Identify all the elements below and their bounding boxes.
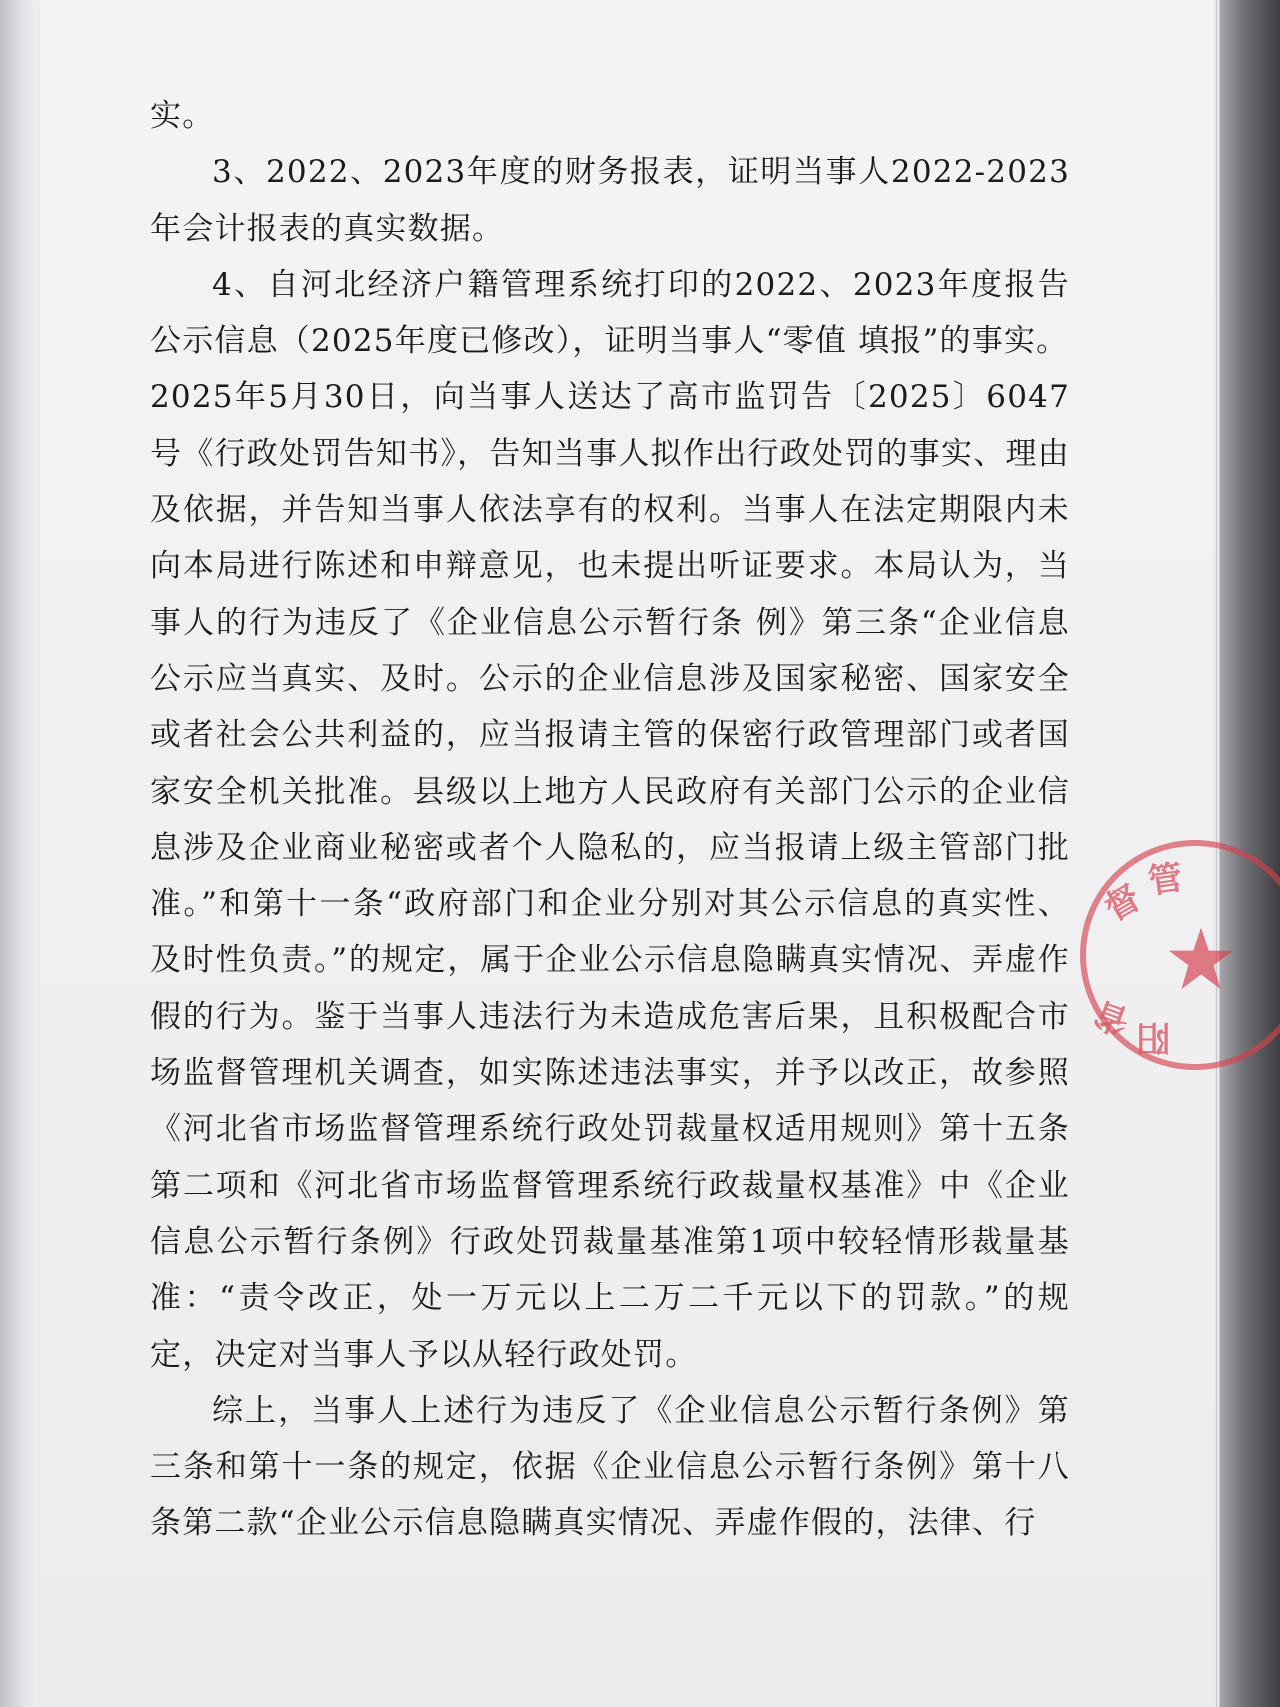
stamp-char: 阳 [1136,1017,1170,1057]
paragraph-conclusion: 综上，当事人上述行为违反了《企业信息公示暂行条例》第三条和第十一条的规定，依据《企业信息公示暂行条例》第十八条第二款“企业公示信息隐瞒真实情况、弄虚作假的，法律、行 [150,1392,1070,1542]
paragraph-notice-and-finding: 2025年5月30日，向当事人送达了高市监罚告〔2025〕6047号《行政处罚告知书》，告知当事人拟作出行政处罚的事实、理由及依据，并告知当事人依法享有的权利。当事人在法定期限内未向本局进行陈述和申辩意见，也未提出听证要求。本局认为，当事人的行为违反了《企业信息公示暂行条 例》第三条“企业信息公示应当真实、及时。公示的企业信息涉及国家秘密、国家安全或者社会公共利益的，应当报请主管的保密行政管理部门或者国家安全机关批准。县级以上地方人民政府有关部门公示的企业信息涉及企业商业秘密或者个人隐私的，应当报请上级主管部门批准。”和第十一条“政府部门和企业分别对其公示信息的真实性、及时性负责。”的规定，属于企业公示信息隐瞒真实情况、弄虚作假的行为。鉴于当事人违法行为未造成危害后果，且积极配合市场监督管理机关调查，如实陈述违法事实，并予以改正，故参照《河北省市场监督管理系统行政处罚裁量权适用规则》第十五条第二项和《河北省市场监督管理系统行政裁量权基准》中《企业信息公示暂行条例》行政处罚裁量基准第1项中较轻情形裁量基准：“责令改正，处一万元以上二万二千元以下的罚款。”的规定，决定对当事人予以从轻行政处罚。 [150,379,1070,1373]
binder-edge-left [0,0,41,1707]
document-page [40,0,1220,1707]
document-text-body [150,88,1070,1552]
paragraph-continuation: 实。 [150,98,215,134]
stamp-char: 省 [1089,992,1136,1042]
paragraph-evidence-3: 3、2022、2023年度的财务报表，证明当事人2022-2023年会计报表的真实数据。 [150,154,1070,247]
stamp-char: 管 [1145,857,1186,903]
paragraph-evidence-4: 4、自河北经济户籍管理系统打印的2022、2023年度报告公示信息（2025年度已修改），证明当事人“零值 填报”的事实。 [150,266,1070,360]
stamp-char: 督 [1098,877,1148,930]
star-icon [1166,924,1236,994]
